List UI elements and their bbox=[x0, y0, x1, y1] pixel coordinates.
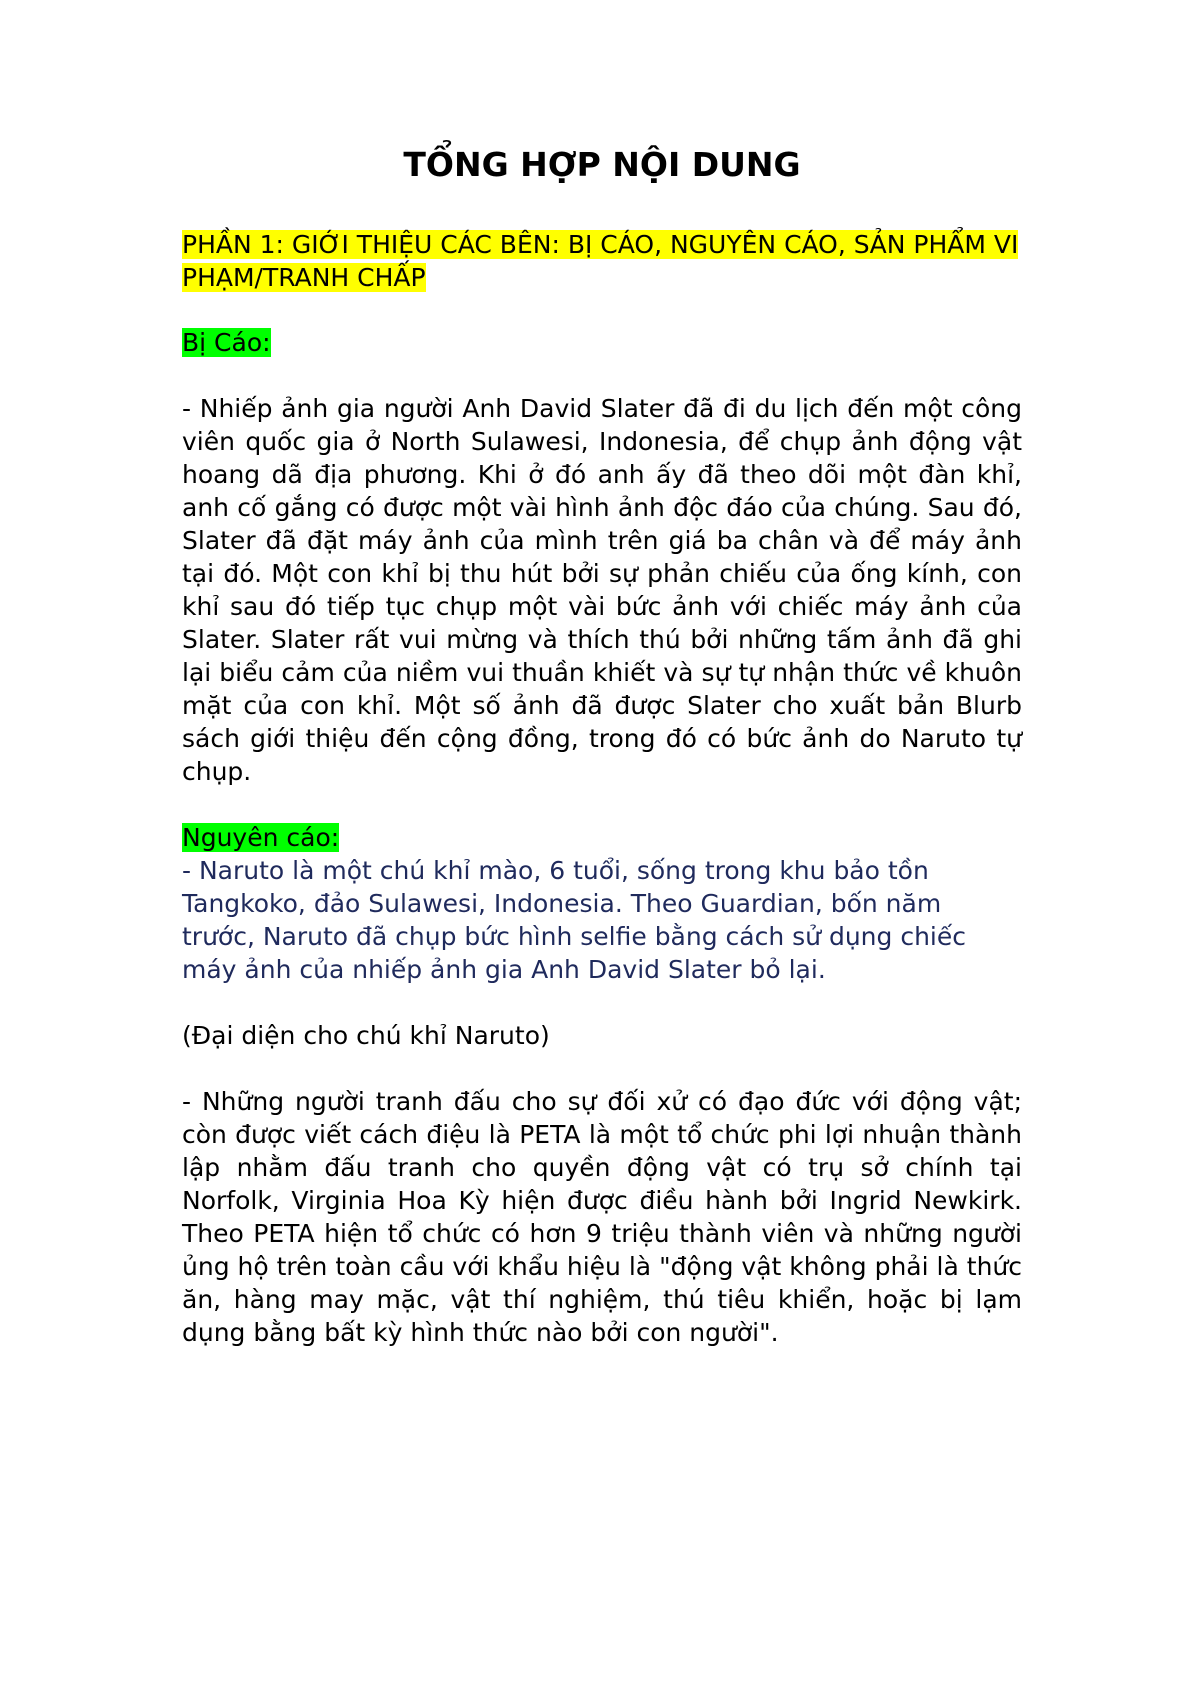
defendant-paragraph: - Nhiếp ảnh gia người Anh David Slater đã đi du lịch đến một công viên quốc gia ở North Sulawesi, Indonesia, để chụp ảnh động vật hoang dã địa phương. Khi ở đó anh ấy đã theo dõi một đàn khỉ, anh cố gắng có được một vài hình ảnh độc đáo của chúng. Sau đó, Slater đã đặt máy ảnh của mình trên giá ba chân và để máy ảnh tại đó. Một con khỉ bị thu hút bởi sự phản chiếu của ống kính, con khỉ sau đó tiếp tục chụp một vài bức ảnh với chiếc máy ảnh của Slater. Slater rất vui mừng và thích thú bởi những tấm ảnh đã ghi lại biểu cảm của niềm vui thuần khiết và sự tự nhận thức về khuôn mặt của con khỉ. Một số ảnh đã được Slater cho xuất bản Blurb sách giới thiệu đến cộng đồng, trong đó có bức ảnh do Naruto tự chụp. bbox=[182, 394, 1022, 786]
defendant-heading-text: Bị Cáo: bbox=[182, 328, 271, 357]
representative-note: (Đại diện cho chú khỉ Naruto) bbox=[182, 1021, 550, 1050]
document-title: TỔNG HỢP NỘI DUNG bbox=[403, 145, 801, 184]
part1-heading bbox=[182, 228, 1022, 294]
part1-heading-text: PHẦN 1: GIỚI THIỆU CÁC BÊN: BỊ CÁO, NGUYÊN CÁO, SẢN PHẨM VI PHẠM/TRANH CHẤP bbox=[182, 230, 1019, 292]
plaintiff-paragraph: - Naruto là một chú khỉ mào, 6 tuổi, sống trong khu bảo tồn Tangkoko, đảo Sulawesi, Indonesia. Theo Guardian, bốn năm trước, Naruto đã chụp bức hình selfie bằng cách sử dụng chiếc máy ảnh của nhiếp ảnh gia Anh David Slater bỏ lại. bbox=[182, 856, 966, 984]
defendant-heading bbox=[182, 326, 1022, 359]
plaintiff-heading bbox=[182, 821, 1022, 854]
document-body bbox=[182, 140, 1022, 1382]
peta-paragraph: - Những người tranh đấu cho sự đối xử có đạo đức với động vật; còn được viết cách điệu là PETA là một tổ chức phi lợi nhuận thành lập nhằm đấu tranh cho quyền động vật có trụ sở chính tại Norfolk, Virginia Hoa Kỳ hiện được điều hành bởi Ingrid Newkirk. Theo PETA hiện tổ chức có hơn 9 triệu thành viên và những người ủng hộ trên toàn cầu với khẩu hiệu là "động vật không phải là thức ăn, hàng may mặc, vật thí nghiệm, thú tiêu khiển, hoặc bị lạm dụng bằng bất kỳ hình thức nào bởi con người". bbox=[182, 1087, 1022, 1347]
plaintiff-heading-text: Nguyên cáo: bbox=[182, 823, 340, 852]
